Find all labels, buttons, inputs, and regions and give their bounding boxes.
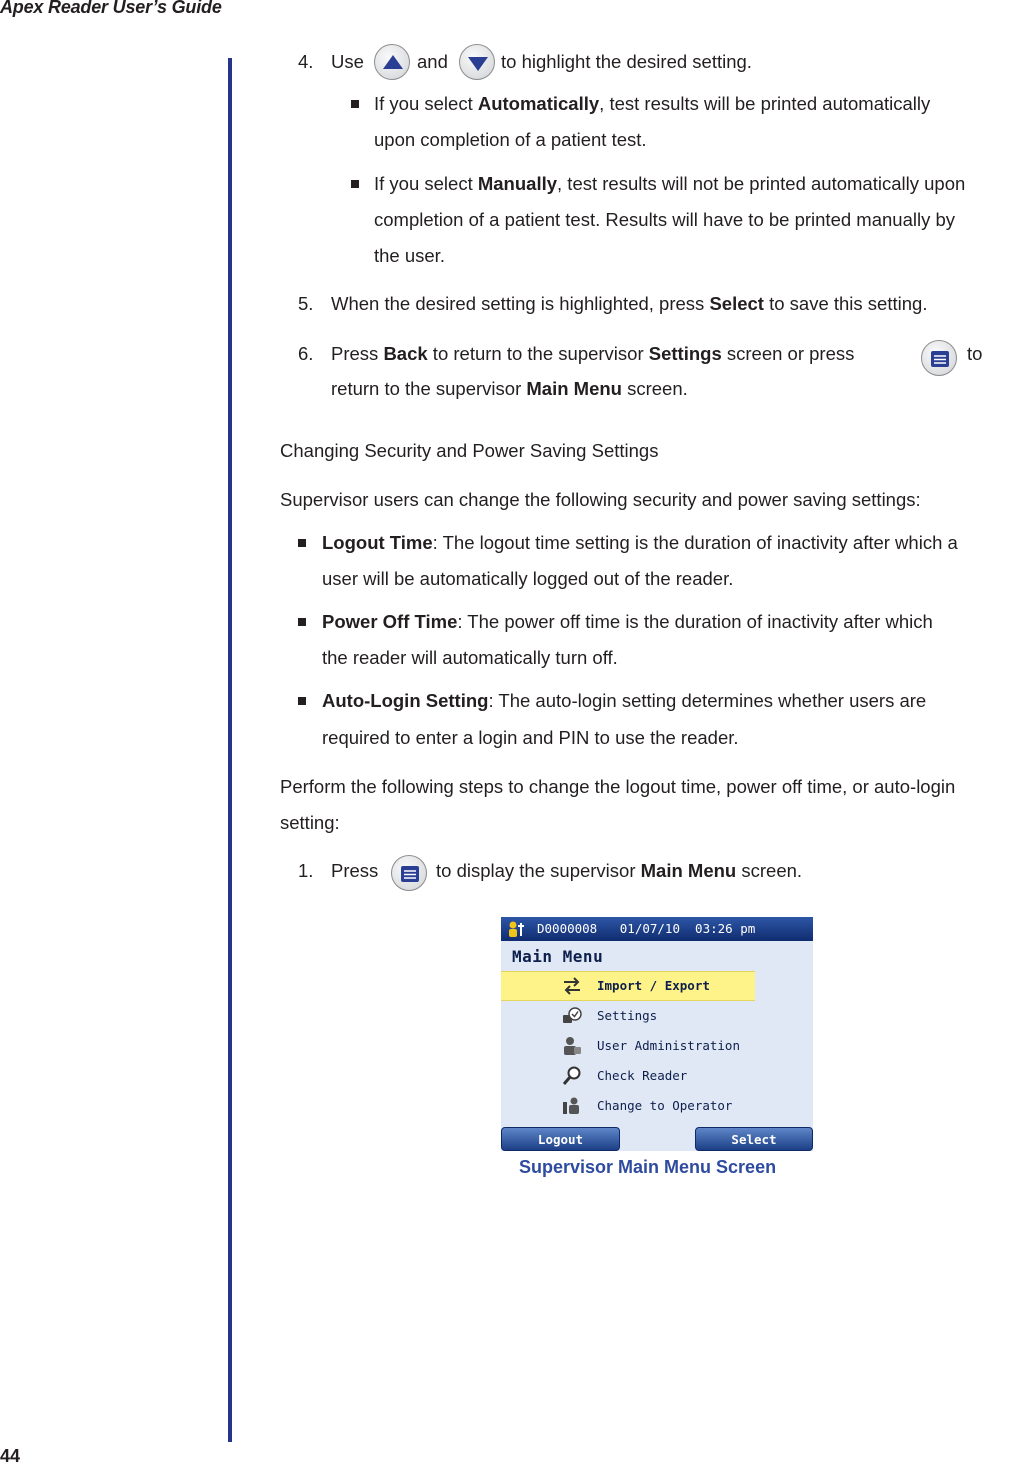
- figure-caption: Supervisor Main Menu Screen: [519, 1157, 777, 1177]
- supervisor-user-icon: [506, 919, 526, 939]
- status-bar: [501, 917, 813, 941]
- menu-item-label: Change to Operator: [597, 1098, 733, 1113]
- menu-item-import-export[interactable]: [501, 971, 755, 1001]
- page-number: 44: [0, 1446, 21, 1466]
- settings-icon: [561, 1006, 583, 1026]
- down-arrow-button-icon: [459, 44, 495, 80]
- bullet-manually-line2: completion of a patient test. Results will have to be printed manually by: [374, 209, 956, 230]
- menu-item-label: Import / Export: [597, 978, 710, 993]
- bullet-icon: [351, 100, 359, 108]
- step-5-number: 5.: [298, 293, 314, 314]
- item-power-off-time-line2: the reader will automatically turn off.: [322, 647, 618, 668]
- step-4-use: Use: [331, 51, 364, 72]
- running-header: Apex Reader User’s Guide: [0, 0, 222, 17]
- section-heading: Changing Security and Power Saving Settings: [280, 440, 659, 461]
- item-auto-login-line2: required to enter a login and PIN to use the reader.: [322, 727, 739, 748]
- step-4-number: 4.: [298, 51, 314, 72]
- up-arrow-button-icon: [374, 44, 410, 80]
- step-1-text: to display the supervisor Main Menu screen.: [436, 860, 803, 881]
- change-operator-icon: [561, 1096, 583, 1116]
- item-auto-login: Auto-Login Setting: The auto-login setting determines whether users are: [322, 690, 927, 711]
- step-1-press: Press: [331, 860, 379, 881]
- select-button[interactable]: Select: [695, 1127, 813, 1151]
- status-text: D0000008 01/07/10 03:26 pm: [537, 921, 756, 936]
- step-5-text: When the desired setting is highlighted, press Select to save this setting.: [331, 293, 928, 314]
- step-6-text: Press Back to return to the supervisor Settings screen or press: [331, 343, 855, 364]
- item-logout-time-line2: user will be automatically logged out of the reader.: [322, 568, 734, 589]
- menu-item-change-to-operator[interactable]: [501, 1092, 755, 1120]
- bullet-manually: If you select Manually, test results will not be printed automatically upon: [374, 173, 966, 194]
- menu-item-settings[interactable]: [501, 1002, 755, 1030]
- logout-button[interactable]: Logout: [501, 1127, 620, 1151]
- menu-item-user-administration[interactable]: [501, 1032, 755, 1060]
- section-intro: Supervisor users can change the following security and power saving settings:: [280, 489, 921, 510]
- menu-item-label: User Administration: [597, 1038, 740, 1053]
- bullet-icon: [298, 697, 306, 705]
- bullet-automatically: If you select Automatically, test results will be printed automatically: [374, 93, 931, 114]
- user-admin-icon: [561, 1036, 583, 1056]
- check-reader-icon: [561, 1066, 583, 1086]
- menu-item-label: Check Reader: [597, 1068, 688, 1083]
- bullet-icon: [298, 539, 306, 547]
- step-6-number: 6.: [298, 343, 314, 364]
- perform-text: Perform the following steps to change the logout time, power off time, or auto-login: [280, 776, 956, 797]
- item-power-off-time: Power Off Time: The power off time is the duration of inactivity after which: [322, 611, 933, 632]
- margin-rule: [228, 58, 232, 1442]
- step-6-line2: return to the supervisor Main Menu screen.: [331, 378, 688, 399]
- device-screen: [501, 917, 813, 1151]
- step-4-text: to highlight the desired setting.: [501, 51, 752, 72]
- bullet-icon: [351, 180, 359, 188]
- main-menu-button-icon: [921, 340, 957, 376]
- bullet-automatically-line2: upon completion of a patient test.: [374, 129, 647, 150]
- step-4-and: and: [417, 51, 448, 72]
- menu-item-check-reader[interactable]: [501, 1062, 755, 1090]
- bullet-manually-line3: the user.: [374, 245, 445, 266]
- screen-title: Main Menu: [512, 947, 604, 966]
- import-export-icon: [561, 976, 583, 996]
- perform-text-line2: setting:: [280, 812, 340, 833]
- bullet-icon: [298, 618, 306, 626]
- step-1-number: 1.: [298, 860, 314, 881]
- item-logout-time: Logout Time: The logout time setting is the duration of inactivity after which a: [322, 532, 958, 553]
- main-menu-button-icon: [391, 855, 427, 891]
- menu-item-label: Settings: [597, 1008, 658, 1023]
- step-6-to: to: [967, 343, 983, 364]
